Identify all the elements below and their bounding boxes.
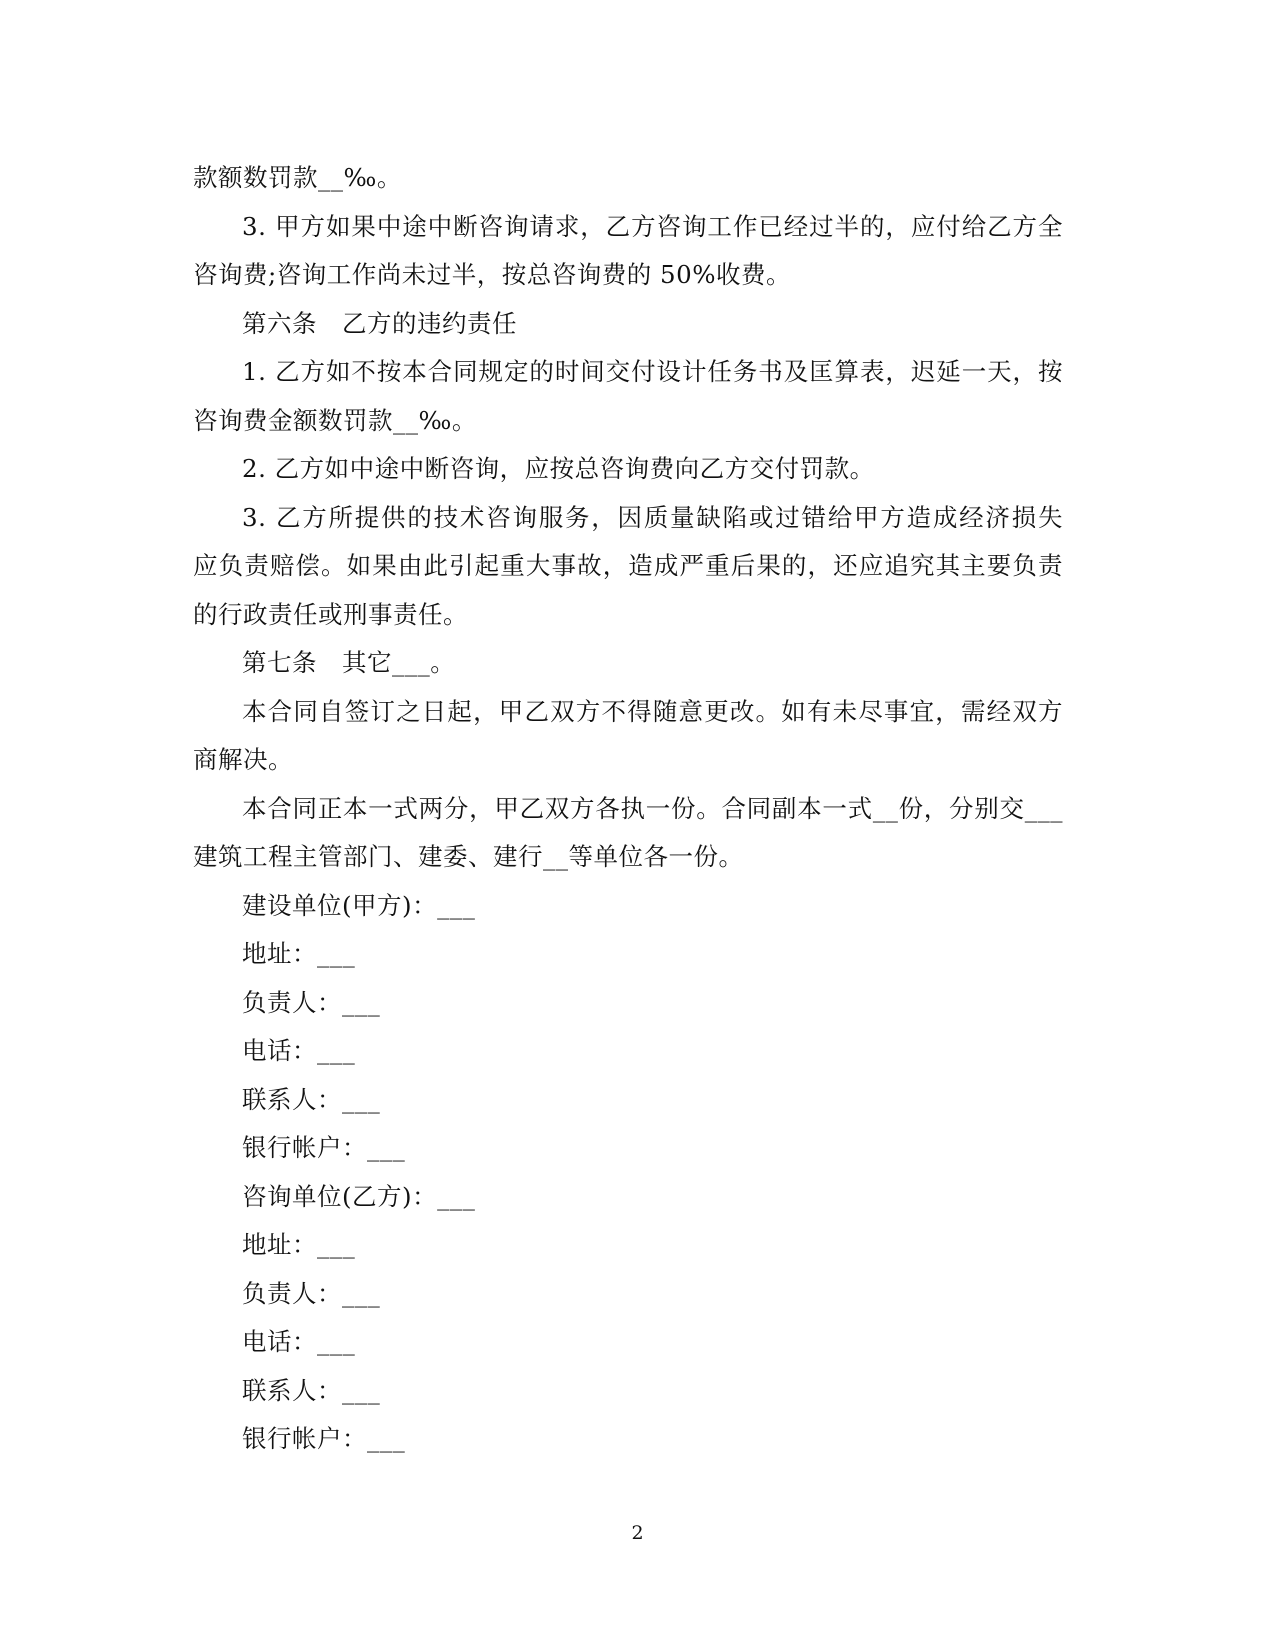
signature-field: 咨询单位(乙方)：___	[242, 1181, 476, 1211]
signature-field: 负责人：___	[242, 1278, 381, 1308]
text-line: 建筑工程主管部门、建委、建行__等单位各一份。	[193, 842, 744, 871]
text-line: 3. 乙方所提供的技术咨询服务，因质量缺陷或过错给甲方造成经济损失	[242, 502, 1063, 532]
signature-field: 地址：___	[242, 1230, 356, 1259]
text-line: 3. 甲方如果中途中断咨询请求，乙方咨询工作已经过半的，应付给乙方全	[242, 211, 1063, 241]
text-line: 本合同自签订之日起，甲乙双方不得随意更改。如有未尽事宜，需经双方	[242, 696, 1063, 726]
signature-field: 建设单位(甲方)：___	[242, 890, 476, 920]
text-line: 商解决。	[193, 745, 293, 774]
text-line: 应负责赔偿。如果由此引起重大事故，造成严重后果的，还应追究其主要负责	[193, 551, 1063, 580]
text-line: 的行政责任或刑事责任。	[193, 599, 468, 629]
text-line: 咨询费;咨询工作尚未过半，按总咨询费的 50%收费。	[193, 260, 791, 289]
section-heading: 第七条 其它___。	[242, 648, 456, 677]
signature-field: 负责人：___	[242, 987, 381, 1017]
signature-field: 电话：___	[242, 1036, 356, 1065]
signature-field: 地址：___	[242, 939, 356, 968]
page-number: 2	[631, 1522, 644, 1544]
signature-field: 联系人：___	[242, 1084, 381, 1114]
text-line: 咨询费金额数罚款__‰。	[193, 405, 477, 435]
text-line: 款额数罚款__‰。	[193, 163, 402, 192]
text-line: 2. 乙方如中途中断咨询，应按总咨询费向乙方交付罚款。	[242, 454, 875, 483]
signature-field: 银行帐户：___	[242, 1424, 406, 1453]
text-line: 本合同正本一式两分，甲乙双方各执一份。合同副本一式__份，分别交___	[242, 793, 1063, 823]
signature-field: 银行帐户：___	[242, 1133, 406, 1162]
section-heading: 第六条 乙方的违约责任	[242, 308, 517, 338]
signature-field: 联系人：___	[242, 1375, 381, 1405]
text-line: 1. 乙方如不按本合同规定的时间交付设计任务书及匡算表，迟延一天，按	[242, 357, 1063, 386]
contract-body	[193, 154, 1063, 1464]
signature-field: 电话：___	[242, 1327, 356, 1356]
